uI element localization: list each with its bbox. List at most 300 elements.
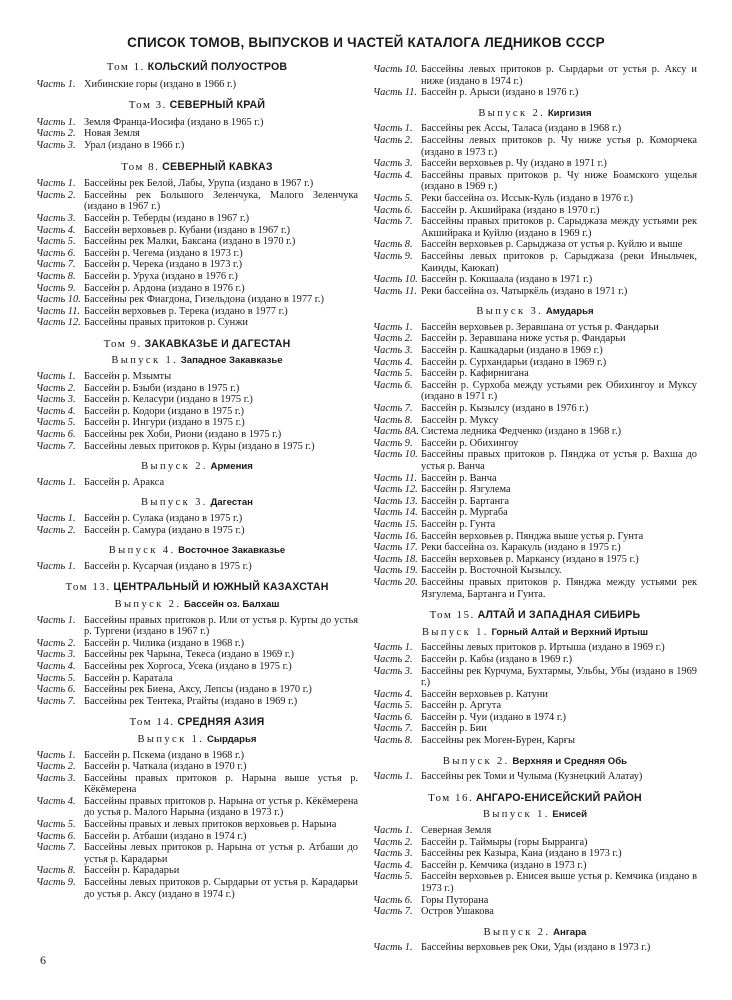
vypusk-group [36, 355, 358, 452]
tom-heading [36, 582, 358, 594]
catalog-entry [36, 383, 358, 395]
catalog-entry [36, 615, 358, 638]
part-text: Система ледника Федченко (издано в 1968 г.) [421, 426, 622, 438]
catalog-entry [373, 333, 697, 345]
part-label: Часть 1. [373, 771, 413, 783]
catalog-entry [373, 689, 697, 701]
part-text: Горы Путорана [421, 894, 489, 906]
part-text: Бассейны левых притоков р. Иртыша (издано в 1969 г.) [421, 642, 665, 654]
part-text: Бассейны рек Курчума, Бухтармы, Ульбы, Убы (издано в 1969 г.) [421, 665, 697, 689]
part-text: Бассейны правых притоков р. Пянджа от устья р. Вахша до устья р. Ванча [421, 449, 697, 472]
part-text: Бассейн р. Бзыби (издано в 1975 г.) [84, 382, 240, 394]
tom-heading [36, 717, 358, 729]
part-label: Часть 6. [373, 204, 413, 216]
tom-name: КОЛЬСКИЙ ПОЛУОСТРОВ [147, 61, 288, 73]
part-text: Бассейн р. Язгулема [421, 484, 511, 496]
catalog-entry [373, 403, 697, 415]
catalog-entry [36, 750, 358, 762]
part-label: Часть 6. [373, 711, 413, 723]
tom-name: СЕВЕРНЫЙ КРАЙ [169, 99, 266, 112]
vypusk-label: Выпуск 2. [141, 461, 208, 473]
part-text: Бассейн верховьев р. Кубани (издано в 1967 г.) [84, 224, 291, 236]
catalog-entry [36, 761, 358, 773]
part-text: Бассейн р. Гунта [421, 518, 496, 530]
part-label: Часть 11. [373, 472, 418, 484]
catalog-entry [36, 649, 358, 661]
vypusk-heading [36, 545, 358, 557]
part-label: Часть 11. [36, 305, 81, 317]
part-text: Бассейны рек Большого Зеленчука, Малого Зеленчука (издано в 1967 г.) [84, 189, 358, 213]
part-label: Часть 4. [36, 405, 76, 417]
catalog-entry [373, 380, 697, 403]
catalog-entry [373, 860, 697, 872]
catalog-entry [36, 271, 358, 283]
part-label: Часть 8. [373, 239, 413, 251]
part-text: Бассейн р. Акшийрака (издано в 1970 г.) [421, 204, 600, 216]
part-label: Часть 1. [36, 178, 76, 190]
part-label: Часть 5. [373, 871, 413, 883]
part-text: Бассейн р. Таймыры (горы Бырранга) [421, 836, 588, 848]
part-label: Часть 2. [36, 524, 76, 536]
part-text: Новая Земля [84, 128, 140, 140]
tom-heading [36, 339, 358, 351]
page-title: СПИСОК ТОМОВ, ВЫПУСКОВ И ЧАСТЕЙ КАТАЛОГА ЛЕДНИКОВ СССР [127, 35, 605, 50]
part-text: Бассейн р. Зеравшана ниже устья р. Фандарьи [421, 333, 626, 345]
part-text: Бассейн р. Чилика (издано в 1968 г.) [84, 637, 245, 649]
catalog-entry [36, 117, 358, 129]
vypusk-label: Выпуск 2. [114, 598, 182, 610]
catalog-entry [373, 473, 697, 485]
vypusk-label: Выпуск 4. [108, 545, 176, 557]
catalog-entry [36, 842, 358, 865]
vypusk-group [36, 79, 358, 91]
part-text: Бассейны левых притоков р. Куры (издано в 1975 г.) [84, 440, 315, 452]
vypusk-label: Выпуск 3. [476, 306, 544, 318]
catalog-entry [36, 684, 358, 696]
catalog-entry [373, 322, 697, 334]
catalog-entry [36, 294, 358, 306]
vypusk-group [373, 306, 697, 600]
part-text: Бассейны правых притоков р. Чу ниже Боамского ущелья (издано в 1969 г.) [421, 169, 697, 193]
catalog-entry [373, 415, 697, 427]
part-text: Урал (издано в 1966 г.) [84, 139, 185, 151]
part-label: Часть 7. [36, 440, 76, 452]
catalog-entry [373, 368, 697, 380]
catalog-entry [36, 213, 358, 225]
part-label: Часть 1. [373, 942, 413, 954]
catalog-entry [373, 64, 697, 87]
part-text: Бассейн р. Бии [421, 723, 487, 735]
part-label: Часть 8. [373, 735, 413, 747]
vypusk-name: Киргизия [547, 107, 592, 119]
part-text: Бассейн р. Кафирнигана [421, 368, 529, 380]
part-text: Бассейны рек Хоргоса, Усека (издано в 1975 г.) [84, 660, 292, 672]
vypusk-name: Амударья [545, 306, 594, 318]
part-label: Часть 5. [373, 700, 413, 712]
part-text: Бассейн р. Муксу [421, 414, 499, 426]
vypusk-group [373, 64, 697, 99]
tom-heading [373, 793, 697, 805]
tom-heading [36, 162, 358, 174]
catalog-entry [373, 170, 697, 193]
catalog-entry [373, 577, 697, 600]
catalog-entry [36, 317, 358, 329]
part-text: Реки бассейна оз. Иссык-Куль (издано в 1976 г.) [421, 192, 633, 204]
catalog-entry [373, 825, 697, 837]
part-label: Часть 5. [36, 236, 76, 248]
vypusk-label: Выпуск 1. [137, 733, 205, 745]
part-label: Часть 2. [373, 653, 413, 665]
tom-section [36, 162, 358, 329]
part-label: Часть 1. [373, 321, 413, 333]
part-text: Бассейны рек Чарына, Текеса (издано в 1969 г.) [84, 649, 294, 661]
part-label: Часть 3. [373, 158, 413, 170]
catalog-entry [373, 712, 697, 724]
catalog-entry [36, 819, 358, 831]
catalog-entry [36, 865, 358, 877]
catalog-entry [373, 496, 697, 508]
part-text: Бассейны рек Белой, Лабы, Урупа (издано в 1967 г.) [84, 178, 314, 190]
vypusk-group [36, 117, 358, 152]
catalog-entry [36, 225, 358, 237]
part-label: Часть 2. [36, 761, 76, 773]
part-label: Часть 10. [373, 274, 418, 286]
catalog-entry [373, 123, 697, 135]
catalog-entry [373, 484, 697, 496]
catalog-entry [373, 205, 697, 217]
part-label: Часть 2. [36, 382, 76, 394]
catalog-entry [36, 429, 358, 441]
catalog-entry [373, 216, 697, 239]
vypusk-heading [373, 306, 697, 318]
catalog-entry [373, 895, 697, 907]
catalog-entry [373, 735, 697, 747]
tom-name: ЗАКАВКАЗЬЕ И ДАГЕСТАН [144, 337, 291, 350]
vypusk-heading [36, 461, 358, 473]
tom-name: СРЕДНЯЯ АЗИЯ [177, 716, 265, 729]
catalog-entry [373, 239, 697, 251]
part-label: Часть 3. [36, 139, 76, 151]
part-text: Бассейн верховьев р. Зеравшана от устья р. Фандарьи [421, 321, 659, 333]
part-text: Бассейны левых притоков р. Сарыджаза (реки Иныльчек, Каинды, Каюкап) [421, 250, 697, 274]
part-label: Часть 11. [373, 285, 418, 297]
part-label: Часть 2. [36, 128, 76, 140]
part-label: Часть 2. [36, 189, 76, 201]
part-label: Часть 1. [36, 749, 76, 761]
catalog-entry [36, 371, 358, 383]
part-label: Часть 3. [36, 772, 76, 784]
part-label: Часть 3. [373, 665, 413, 677]
catalog-entry [36, 525, 358, 537]
catalog-entry [373, 357, 697, 369]
part-text: Бассейн р. Сурхандарьи (издано в 1969 г.) [421, 356, 607, 368]
part-text: Бассейн р. Кызылсу (издано в 1976 г.) [421, 403, 589, 415]
catalog-entry [36, 441, 358, 453]
part-text: Бассейны левых притоков р. Нарына от устья р. Атбаши до устья р. Карадарьи [84, 842, 358, 865]
tom-label: Том 3. [128, 99, 167, 112]
catalog-entry [373, 251, 697, 274]
part-label: Часть 9. [373, 437, 413, 449]
vypusk-heading [36, 599, 358, 611]
catalog-entry [36, 140, 358, 152]
part-label: Часть 1. [36, 78, 76, 90]
part-text: Бассейн верховьев р. Чу (издано в 1971 г.) [421, 158, 607, 170]
catalog-entry [36, 283, 358, 295]
tom-heading [36, 100, 358, 112]
part-label: Часть 9. [36, 877, 76, 889]
tom-heading [36, 62, 358, 74]
catalog-entry [373, 906, 697, 918]
part-label: Часть 7. [36, 259, 76, 271]
part-label: Часть 7. [373, 906, 413, 918]
tom-section [373, 610, 697, 783]
part-text: Бассейн р. Кабы (издано в 1969 г.) [421, 653, 573, 665]
part-label: Часть 6. [36, 830, 76, 842]
vypusk-label: Выпуск 3. [141, 497, 208, 509]
part-label: Часть 1. [36, 116, 76, 128]
part-label: Часть 5. [373, 368, 413, 380]
part-text: Бассейн р. Ванча [421, 472, 497, 484]
catalog-entry [36, 79, 358, 91]
catalog-entry [373, 554, 697, 566]
part-text: Бассейн р. Каратала [84, 672, 173, 684]
vypusk-heading [373, 108, 697, 120]
vypusk-label: Выпуск 1. [111, 355, 179, 367]
part-label: Часть 4. [36, 224, 76, 236]
part-label: Часть 2. [36, 637, 76, 649]
vypusk-group [36, 178, 358, 329]
vypusk-heading [373, 627, 697, 639]
vypusk-heading [373, 927, 697, 939]
catalog-entry [373, 286, 697, 298]
part-text: Бассейн верховьев р. Маркансу (издано в 1975 г.) [421, 553, 639, 565]
part-text: Бассейн р. Атбаши (издано в 1974 г.) [84, 830, 247, 842]
catalog-entry [373, 531, 697, 543]
catalog-entry [36, 190, 358, 213]
part-label: Часть 6. [373, 894, 413, 906]
part-text: Земля Франца-Иосифа (издано в 1965 г.) [84, 116, 264, 128]
tom-section [36, 339, 358, 573]
vypusk-group [373, 756, 697, 783]
part-label: Часть 1. [36, 513, 76, 524]
part-label: Часть 12. [36, 317, 81, 329]
catalog-entry [373, 666, 697, 689]
catalog-entry [373, 654, 697, 666]
catalog-entry [36, 696, 358, 708]
part-text: Бассейн р. Обихингоу [421, 437, 519, 449]
tom-label: Том 14. [129, 716, 175, 729]
vypusk-name: Бассейн оз. Балхаш [183, 598, 280, 610]
part-text: Бассейн р. Арыси (издано в 1976 г.) [421, 87, 579, 99]
catalog-entry [36, 831, 358, 843]
part-label: Часть 16. [373, 530, 418, 542]
part-text: Реки бассейна оз. Каракуль (издано в 1975 г.) [421, 542, 621, 554]
part-text: Бассейны правых притоков р. Или от устья р. Курты до устья р. Тургени (издано в 1967 г.) [84, 614, 358, 638]
part-text: Бассейн р. Кокшаала (издано в 1971 г.) [421, 274, 593, 286]
catalog-entry [36, 306, 358, 318]
part-label: Часть 4. [36, 795, 76, 807]
part-label: Часть 3. [373, 345, 413, 357]
vypusk-heading [36, 497, 358, 509]
part-label: Часть 9. [36, 282, 76, 294]
tom-heading [373, 610, 697, 622]
part-label: Часть 6. [36, 429, 76, 441]
part-text: Бассейн р. Восточной Кызылсу. [421, 565, 562, 577]
part-label: Часть 12. [373, 484, 418, 496]
vypusk-group [373, 809, 697, 917]
part-text: Бассейн р. Аргута [421, 700, 502, 712]
part-label: Часть 10. [373, 64, 418, 75]
part-label: Часть 1. [36, 560, 76, 572]
part-text: Бассейн р. Кемчика (издано в 1973 г.) [421, 859, 587, 871]
part-text: Бассейны правых притоков р. Сунжи [84, 317, 248, 329]
catalog-entry [36, 638, 358, 650]
part-label: Часть 3. [36, 649, 76, 661]
part-text: Хибинские горы (издано в 1966 г.) [84, 78, 237, 90]
part-text: Бассейн р. Самура (издано в 1975 г.) [84, 524, 245, 536]
part-label: Часть 4. [373, 356, 413, 368]
part-label: Часть 4. [373, 688, 413, 700]
part-label: Часть 2. [373, 134, 413, 146]
part-label: Часть 6. [36, 247, 76, 259]
vypusk-label: Выпуск 2. [442, 755, 510, 767]
part-text: Бассейны правых и левых притоков верховьев р. Нарына [84, 819, 337, 831]
vypusk-group [373, 627, 697, 747]
catalog-entry [36, 673, 358, 685]
part-text: Бассейны правых притоков р. Сарыджаза между устьями рек Акшийрака и Куйлю (издано в 1969 г.) [421, 216, 697, 239]
vypusk-name: Дагестан [210, 497, 253, 509]
vypusk-group [36, 599, 358, 707]
part-label: Часть 2. [373, 836, 413, 848]
vypusk-label: Выпуск 2. [483, 926, 551, 938]
part-text: Бассейн р. Кусарчая (издано в 1975 г.) [84, 560, 252, 572]
tom-section [36, 62, 358, 90]
catalog-entry [36, 406, 358, 418]
part-text: Бассейн верховьев р. Терека (издано в 1977 г.) [84, 305, 288, 317]
catalog-entry [36, 259, 358, 271]
part-label: Часть 10. [36, 294, 81, 306]
vypusk-group [36, 734, 358, 900]
part-label: Часть 15. [373, 518, 418, 530]
catalog-entry [373, 274, 697, 286]
part-text: Бассейны левых притоков р. Сырдарьи от устья р. Карадарьи до устья р. Аксу (издано в 1974 г.) [84, 877, 358, 900]
catalog-entry [373, 871, 697, 894]
part-label: Часть 4. [373, 859, 413, 871]
part-label: Часть 19. [373, 565, 418, 577]
part-label: Часть 1. [36, 476, 76, 488]
vypusk-heading [36, 734, 358, 746]
part-label: Часть 1. [36, 614, 76, 626]
part-label: Часть 6. [36, 684, 76, 696]
catalog-entry [373, 942, 697, 954]
part-label: Часть 4. [373, 169, 413, 181]
catalog-entry [36, 796, 358, 819]
vypusk-group [373, 108, 697, 298]
vypusk-name: Ангара [553, 926, 587, 938]
catalog-entry [373, 642, 697, 654]
part-text: Бассейн р. Ингури (издано в 1975 г.) [84, 417, 245, 429]
tom-name: АЛТАЙ И ЗАПАДНАЯ СИБИРЬ [477, 609, 641, 622]
part-text: Бассейн верховьев р. Енисея выше устья р. Кемчика (издано в 1973 г.) [421, 871, 697, 894]
catalog-entry [373, 158, 697, 170]
catalog-entry [373, 507, 697, 519]
part-text: Бассейны верховьев рек Оки, Уды (издано в 1973 г.) [421, 942, 651, 954]
catalog-entry [36, 128, 358, 140]
part-text: Бассейн р. Кашкадарьи (издано в 1969 г.) [421, 345, 603, 357]
catalog-entry [36, 248, 358, 260]
part-text: Бассейн р. Теберды (издано в 1967 г.) [84, 212, 250, 224]
part-text: Остров Ушакова [421, 906, 494, 918]
tom-section [373, 793, 697, 954]
catalog-entry [373, 449, 697, 472]
part-label: Часть 1. [373, 123, 413, 135]
catalog-entry [373, 345, 697, 357]
part-label: Часть 7. [373, 216, 413, 228]
catalog-entry [373, 519, 697, 531]
part-text: Бассейны рек Хоби, Риони (издано в 1975 г.) [84, 429, 282, 441]
part-text: Бассейн р. Черека (издано в 1973 г.) [84, 259, 243, 271]
vypusk-heading [373, 756, 697, 768]
catalog-entry [36, 877, 358, 900]
part-label: Часть 3. [373, 848, 413, 860]
part-text: Бассейны рек Тентека, Ргайты (издано в 1969 г.) [84, 695, 298, 707]
tom-section [36, 100, 358, 151]
part-label: Часть 11. [373, 87, 418, 99]
tom-label: Том 9. [103, 337, 142, 350]
part-label: Часть 4. [36, 660, 76, 672]
part-text: Бассейн р. Ардона (издано в 1976 г.) [84, 282, 245, 294]
part-text: Бассейны правых притоков р. Нарына выше устья р. Кёкёмерена [84, 772, 358, 796]
catalog-entry [36, 561, 358, 573]
catalog-entry [36, 236, 358, 248]
part-label: Часть 18. [373, 553, 418, 565]
catalog-entry [373, 87, 697, 99]
tom-section [36, 717, 358, 900]
part-text: Северная Земля [421, 825, 492, 837]
tom-name: ЦЕНТРАЛЬНЫЙ И ЮЖНЫЙ КАЗАХСТАН [113, 581, 329, 594]
part-text: Бассейны левых притоков р. Сырдарьи от устья р. Аксу и ниже (издано в 1974 г.) [421, 64, 697, 87]
part-label: Часть 7. [373, 723, 413, 735]
part-label: Часть 10. [373, 449, 418, 461]
part-text: Бассейны рек Казыра, Кана (издано в 1973 г.) [421, 848, 622, 860]
part-label: Часть 7. [36, 842, 76, 854]
vypusk-group [36, 497, 358, 536]
part-text: Бассейны рек Фиагдона, Гизельдона (издано в 1977 г.) [84, 294, 324, 306]
catalog-entry [36, 178, 358, 190]
catalog-entry [373, 193, 697, 205]
tom-label: Том 15. [429, 609, 475, 622]
vypusk-name: Армения [210, 461, 253, 473]
vypusk-group [36, 545, 358, 572]
vypusk-group [373, 927, 697, 954]
catalog-entry [373, 438, 697, 450]
part-text: Бассейн р. Пскема (издано в 1968 г.) [84, 749, 245, 761]
tom-label: Том 16. [428, 791, 474, 804]
part-text: Бассейны рек Малки, Баксана (издано в 1970 г.) [84, 236, 296, 248]
part-text: Бассейн р. Мургаба [421, 507, 508, 519]
part-text: Бассейны рек Томи и Чулыма (Кузнецкий Алатау) [421, 771, 643, 783]
vypusk-name: Восточное Закавказье [178, 545, 286, 557]
catalog-entry [373, 700, 697, 712]
catalog-entry [36, 394, 358, 406]
catalog-entry [373, 426, 697, 438]
part-label: Часть 9. [373, 250, 413, 262]
part-label: Часть 5. [36, 417, 76, 429]
catalog-entry [373, 135, 697, 158]
part-label: Часть 1. [36, 371, 76, 383]
vypusk-name: Западное Закавказье [180, 355, 283, 367]
part-label: Часть 7. [36, 695, 76, 707]
